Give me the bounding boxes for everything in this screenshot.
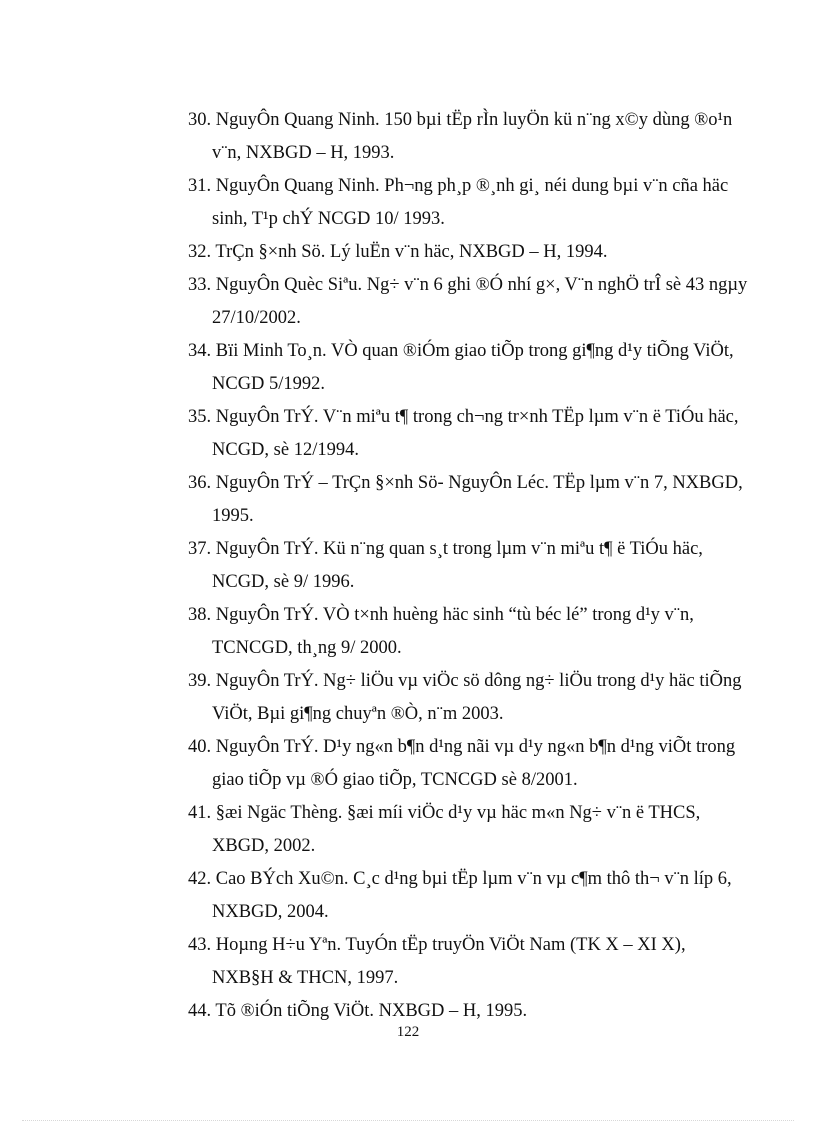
- reference-text: NguyÔn TrÝ. Ng÷ liÖu vµ viÖc sö dông ng÷ liÖu trong d¹y häc tiÕng ViÖt, Bµi gi¶ng chuyªn ®Ò, n¨m 2003.: [212, 671, 742, 724]
- reference-item: [188, 533, 748, 599]
- reference-item: [188, 104, 748, 170]
- reference-text: Cao BÝch Xu©n. C¸c d¹ng bµi tËp lµm v¨n vµ c¶m thô th¬ v¨n líp 6, NXBGD, 2004.: [212, 869, 732, 922]
- reference-item: [188, 269, 748, 335]
- reference-text: NguyÔn Quèc Siªu. Ng÷ v¨n 6 ghi ®Ó nhí g×, V¨n nghÖ trÎ sè 43 ngµy 27/10/2002.: [212, 275, 748, 328]
- reference-number: 36.: [188, 473, 212, 493]
- reference-text: NguyÔn Quang Ninh. Ph¬ng ph¸p ®¸nh gi¸ néi dung bµi v¨n cña häc sinh, T¹p chÝ NCGD 10/ 1993.: [212, 176, 729, 229]
- reference-list: [188, 104, 748, 1028]
- reference-text: NguyÔn TrÝ. D¹y ng«n b¶n d¹ng nãi vµ d¹y ng«n b¶n d¹ng viÕt trong giao tiÕp vµ ®Ó giao tiÕp, TCNCGD sè 8/2001.: [212, 737, 736, 790]
- reference-number: 38.: [188, 605, 212, 625]
- reference-text: NguyÔn TrÝ – TrÇn §×nh Sö- NguyÔn Léc. TËp lµm v¨n 7, NXBGD, 1995.: [212, 473, 743, 526]
- reference-number: 34.: [188, 341, 212, 361]
- reference-item: [188, 731, 748, 797]
- reference-item: [188, 863, 748, 929]
- reference-text: §æi Ngäc Thèng. §æi míi viÖc d¹y vµ häc m«n Ng÷ v¨n ë THCS, XBGD, 2002.: [212, 803, 701, 856]
- reference-text: Bïi Minh To¸n. VÒ quan ®iÓm giao tiÕp trong gi¶ng d¹y tiÕng ViÖt, NCGD 5/1992.: [212, 341, 734, 394]
- reference-item: [188, 401, 748, 467]
- reference-item: [188, 236, 748, 269]
- page-bottom-divider: [22, 1120, 794, 1121]
- reference-item: [188, 335, 748, 401]
- reference-text: NguyÔn TrÝ. V¨n miªu t¶ trong ch¬ng tr×nh TËp lµm v¨n ë TiÓu häc, NCGD, sè 12/1994.: [212, 407, 739, 460]
- reference-item: [188, 797, 748, 863]
- reference-text: Hoµng H÷u Yªn. TuyÓn tËp truyÖn ViÖt Nam (TK X – XI X), NXB§H & THCN, 1997.: [212, 935, 686, 988]
- reference-item: [188, 929, 748, 995]
- reference-text: NguyÔn Quang Ninh. 150 bµi tËp rÌn luyÖn kü n¨ng x©y dùng ®o¹n v¨n, NXBGD – H, 1993.: [212, 110, 733, 163]
- reference-item: [188, 665, 748, 731]
- reference-text: Tõ ®iÓn tiÕng ViÖt. NXBGD – H, 1995.: [215, 1001, 528, 1021]
- reference-number: 32.: [188, 242, 212, 262]
- reference-text: NguyÔn TrÝ. Kü n¨ng quan s¸t trong lµm v¨n miªu t¶ ë TiÓu häc, NCGD, sè 9/ 1996.: [212, 539, 703, 592]
- reference-number: 37.: [188, 539, 212, 559]
- reference-number: 41.: [188, 803, 212, 823]
- reference-number: 31.: [188, 176, 212, 196]
- reference-number: 30.: [188, 110, 212, 130]
- reference-text: TrÇn §×nh Sö. Lý luËn v¨n häc, NXBGD – H, 1994.: [215, 242, 608, 262]
- reference-number: 42.: [188, 869, 212, 889]
- reference-number: 40.: [188, 737, 212, 757]
- reference-number: 35.: [188, 407, 212, 427]
- reference-item: [188, 599, 748, 665]
- reference-number: 39.: [188, 671, 212, 691]
- reference-item: [188, 170, 748, 236]
- page-number: 122: [396, 1024, 420, 1040]
- reference-number: 33.: [188, 275, 212, 295]
- reference-number: 44.: [188, 1001, 212, 1021]
- reference-number: 43.: [188, 935, 212, 955]
- reference-item: [188, 467, 748, 533]
- reference-text: NguyÔn TrÝ. VÒ t×nh huèng häc sinh “tù béc lé” trong d¹y v¨n, TCNCGD, th¸ng 9/ 2000.: [212, 605, 694, 658]
